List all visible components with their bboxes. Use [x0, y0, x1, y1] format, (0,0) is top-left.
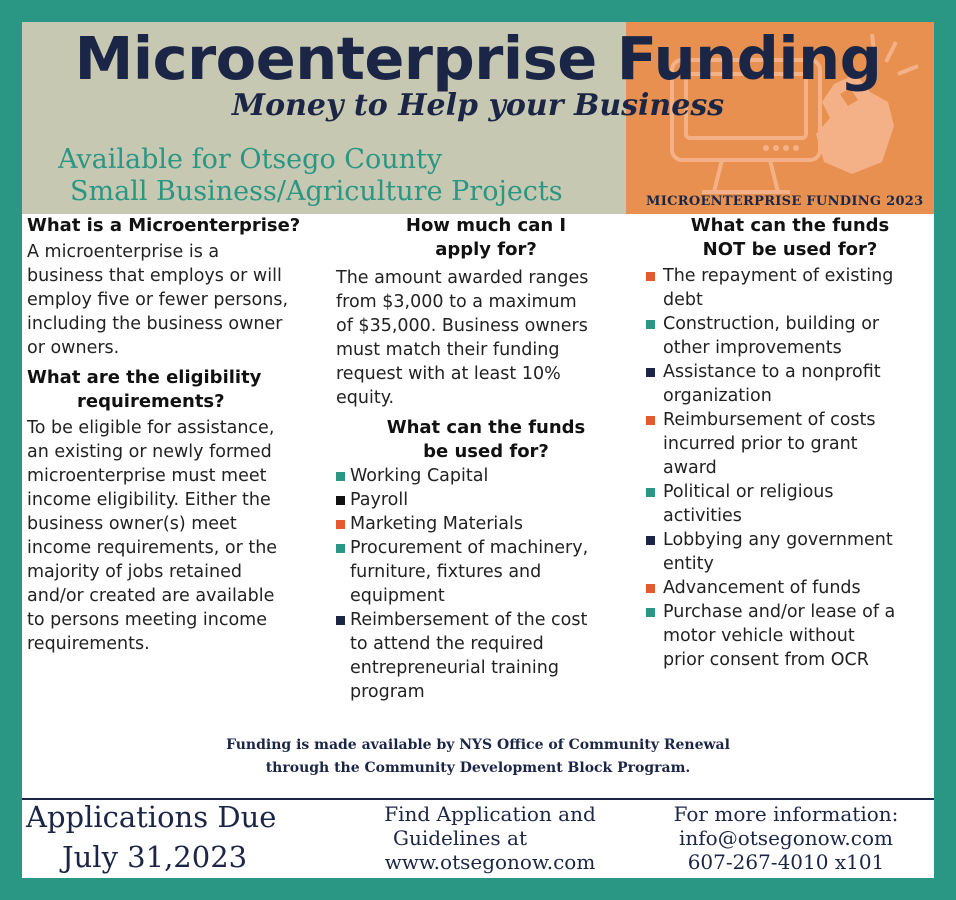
square-bullet-icon: [646, 272, 655, 281]
availability-line-1: Available for Otsego County: [58, 144, 443, 175]
definition-line: including the business owner: [27, 314, 283, 334]
list-item: [646, 264, 934, 312]
info-line-1: For more information:: [673, 802, 899, 826]
heading-how-much-line-1: How much can I: [405, 215, 567, 236]
list-item-line: Advancement of funds: [663, 578, 861, 598]
list-item-line: Purchase and/or lease of a: [663, 602, 896, 622]
page-subtitle: Money to Help your Business: [231, 88, 725, 123]
list-item: [336, 608, 636, 704]
eligibility-line: microenterprise must meet: [27, 466, 267, 486]
eligibility-line: To be eligible for assistance,: [27, 418, 275, 438]
list-item: [646, 600, 934, 672]
list-item-line: prior consent from OCR: [663, 650, 869, 670]
definition-line: employ five or fewer persons,: [27, 290, 289, 310]
contact-info: [644, 802, 928, 874]
list-item: [646, 408, 934, 480]
heading-not-used-line-2: NOT be used for?: [702, 239, 878, 260]
list-item-line: Working Capital: [350, 466, 489, 486]
list-item-line: Construction, building or: [663, 314, 880, 334]
definition-line: A microenterprise is a: [27, 242, 220, 262]
eligibility-line: income requirements, or the: [27, 538, 278, 558]
column-microenterprise: [27, 214, 335, 656]
availability-line-2: Small Business/Agriculture Projects: [70, 176, 563, 207]
list-item-line: Payroll: [350, 490, 409, 510]
list-item-line: motor vehicle without: [663, 626, 855, 646]
amount-line: from $3,000 to a maximum: [336, 292, 577, 312]
list-item-line: Procurement of machinery,: [350, 538, 589, 558]
page-title: Microenterprise Funding: [74, 24, 882, 93]
amount-line: of $35,000. Business owners: [336, 316, 588, 336]
email-link[interactable]: info@otsegonow.com: [679, 826, 893, 850]
list-item-line: Marketing Materials: [350, 514, 523, 534]
square-bullet-icon: [336, 520, 345, 529]
website-link[interactable]: www.otsegonow.com: [384, 850, 596, 874]
find-line-1: Find Application and: [384, 802, 596, 826]
list-item-line: Reimbursement of costs: [663, 410, 876, 430]
list-item-line: Reimbersement of the cost: [350, 610, 588, 630]
heading-what-is: What is a Microenterprise?: [27, 215, 301, 236]
square-bullet-icon: [646, 584, 655, 593]
list-item: [646, 312, 934, 360]
heading-eligibility-line-1: What are the eligibility: [27, 367, 262, 388]
amount-line: The amount awarded ranges: [336, 268, 589, 288]
amount-line: equity.: [336, 388, 395, 408]
find-line-2: Guidelines at: [393, 826, 527, 850]
funding-year-badge: MICROENTERPRISE FUNDING 2023: [646, 194, 924, 209]
heading-eligibility-line-2: requirements?: [77, 391, 225, 412]
definition-line: or owners.: [27, 338, 120, 358]
eligibility-line: and/or created are available: [27, 586, 275, 606]
list-item: [336, 488, 636, 512]
eligibility-line: business owner(s) meet: [27, 514, 237, 534]
list-item: [646, 360, 934, 408]
eligibility-line: to persons meeting income: [27, 610, 267, 630]
list-item: [336, 464, 636, 488]
allowed-uses-list: [336, 464, 636, 704]
paragraph-eligibility: [27, 416, 335, 656]
list-item-line: award: [663, 458, 717, 478]
heading-how-much-line-2: apply for?: [435, 239, 537, 260]
list-item-line: equipment: [350, 586, 445, 606]
square-bullet-icon: [336, 472, 345, 481]
list-item-line: furniture, fixtures and: [350, 562, 542, 582]
list-item-line: other improvements: [663, 338, 842, 358]
funding-source-line-2: through the Community Development Block Program.: [265, 760, 691, 776]
list-item-line: to attend the required: [350, 634, 544, 654]
definition-line: business that employs or will: [27, 266, 282, 286]
square-bullet-icon: [336, 616, 345, 625]
find-application: [340, 802, 640, 874]
square-bullet-icon: [336, 496, 345, 505]
square-bullet-icon: [646, 416, 655, 425]
square-bullet-icon: [646, 536, 655, 545]
disallowed-uses-list: [646, 264, 934, 672]
list-item-line: incurred prior to grant: [663, 434, 858, 454]
heading-not-used-line-1: What can the funds: [690, 215, 890, 236]
heading-used-for-line-2: be used for?: [423, 441, 549, 462]
list-item-line: entrepreneurial training: [350, 658, 559, 678]
list-item: [646, 576, 934, 600]
square-bullet-icon: [646, 608, 655, 617]
amount-line: request with at least 10%: [336, 364, 561, 384]
funding-source-note: [22, 734, 934, 780]
heading-used-for-line-1: What can the funds: [386, 417, 586, 438]
square-bullet-icon: [646, 488, 655, 497]
eligibility-line: an existing or newly formed: [27, 442, 272, 462]
heading-how-much: [336, 214, 636, 262]
list-item-line: Lobbying any government: [663, 530, 893, 550]
heading-not-used-for: [646, 214, 934, 262]
eligibility-line: income eligibility. Either the: [27, 490, 271, 510]
list-item-line: debt: [663, 290, 703, 310]
list-item-line: activities: [663, 506, 742, 526]
eligibility-line: majority of jobs retained: [27, 562, 242, 582]
column-amount: [336, 214, 636, 704]
column-not-used: [646, 214, 934, 672]
list-item-line: organization: [663, 386, 772, 406]
flyer: [22, 22, 934, 878]
phone-number[interactable]: 607-267-4010 x101: [687, 850, 885, 874]
square-bullet-icon: [646, 320, 655, 329]
list-item: [646, 528, 934, 576]
list-item: [336, 536, 636, 608]
heading-used-for: [336, 416, 636, 464]
paragraph-amount: [336, 266, 636, 410]
due-date: July 31,2023: [62, 840, 248, 874]
eligibility-line: requirements.: [27, 634, 150, 654]
heading-eligibility: [27, 366, 335, 414]
funding-source-line-1: Funding is made available by NYS Office of Community Renewal: [226, 737, 730, 753]
list-item-line: Assistance to a nonprofit: [663, 362, 881, 382]
list-item-line: program: [350, 682, 425, 702]
list-item-line: The repayment of existing: [663, 266, 894, 286]
list-item: [336, 512, 636, 536]
list-item: [646, 480, 934, 528]
list-item-line: Political or religious: [663, 482, 834, 502]
square-bullet-icon: [646, 368, 655, 377]
list-item-line: entity: [663, 554, 714, 574]
amount-line: must match their funding: [336, 340, 560, 360]
applications-due-label: Applications Due: [26, 800, 277, 834]
square-bullet-icon: [336, 544, 345, 553]
paragraph-definition: [27, 240, 335, 360]
